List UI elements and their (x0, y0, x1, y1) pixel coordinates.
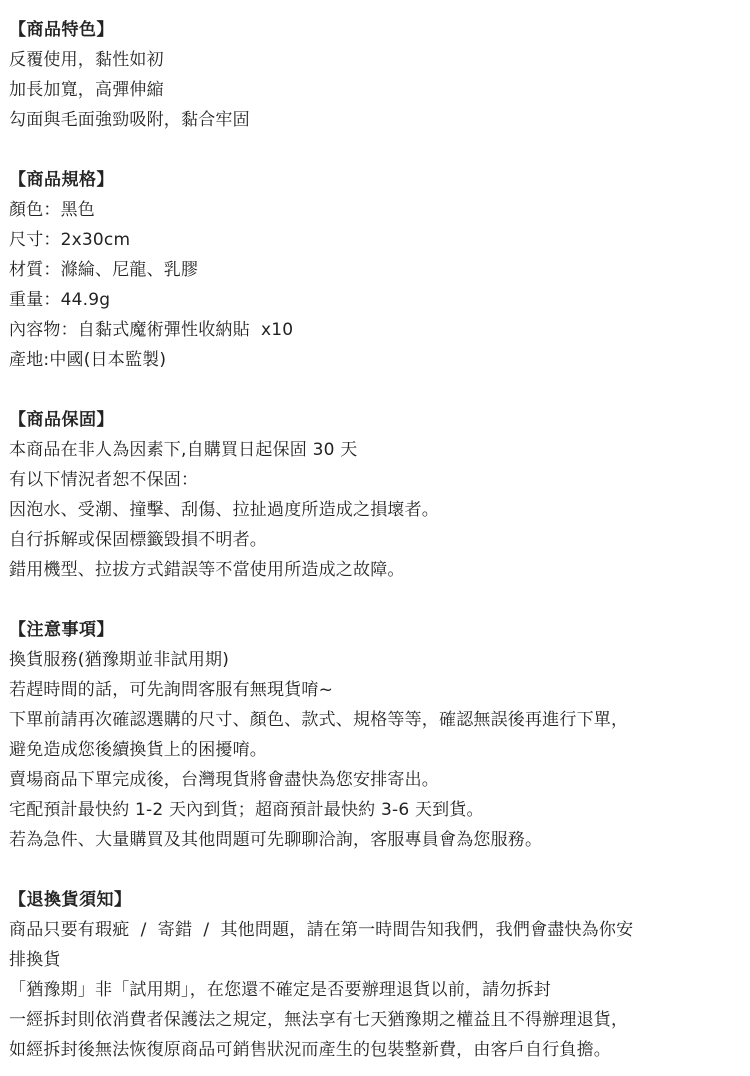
text-line: 本商品在非人為因素下,自購買日起保固 30 天 (9, 440, 358, 460)
section-heading: 【注意事項】 (9, 620, 114, 640)
text-line: 加長加寬，高彈伸縮 (9, 80, 164, 100)
text-line: 顏色：黑色 (9, 200, 95, 220)
text-line: 錯用機型、拉拔方式錯誤等不當使用所造成之故障。 (9, 560, 405, 580)
text-line: 材質：滌綸、尼龍、乳膠 (9, 260, 199, 280)
section-heading: 【退換貨須知】 (9, 890, 132, 910)
text-line: 下單前請再次確認選購的尺寸、顏色、款式、規格等等，確認無誤後再進行下單， (9, 710, 629, 730)
text-line: 排換貨 (9, 950, 61, 970)
text-line: 反覆使用，黏性如初 (9, 50, 164, 70)
section-heading: 【商品保固】 (9, 410, 114, 430)
text-line: 換貨服務(猶豫期並非試用期) (9, 650, 230, 670)
text-line: 產地:中國(日本監製) (9, 350, 167, 370)
text-line: 賣場商品下單完成後，台灣現貨將會盡快為您安排寄出。 (9, 770, 439, 790)
section-notices (9, 615, 750, 855)
section-returns (9, 885, 750, 1065)
section-warranty (9, 405, 750, 585)
section-specifications (9, 165, 750, 375)
text-line: 因泡水、受潮、撞擊、刮傷、拉扯過度所造成之損壞者。 (9, 500, 439, 520)
text-line: 若趕時間的話，可先詢問客服有無現貨唷~ (9, 680, 334, 700)
text-line: 商品只要有瑕疵 / 寄錯 / 其他問題，請在第一時間告知我們，我們會盡快為你安 (9, 920, 634, 940)
text-line: 尺寸：2x30cm (9, 230, 131, 250)
text-line: 勾面與毛面強勁吸附，黏合牢固 (9, 110, 250, 130)
text-line: 內容物：自黏式魔術彈性收納貼 x10 (9, 320, 294, 340)
section-features (9, 15, 750, 135)
text-line: 一經拆封則依消費者保護法之規定，無法享有七天猶豫期之權益且不得辦理退貨， (9, 1010, 629, 1030)
text-line: 重量：44.9g (9, 290, 111, 310)
text-line: 「猶豫期」非「試用期」，在您還不確定是否要辦理退貨以前，請勿拆封 (9, 980, 551, 1000)
section-heading: 【商品特色】 (9, 20, 114, 40)
text-line: 若為急件、大量購買及其他問題可先聊聊洽詢，客服專員會為您服務。 (9, 830, 543, 850)
text-line: 自行拆解或保固標籤毀損不明者。 (9, 530, 267, 550)
text-line: 宅配預計最快約 1-2 天內到貨；超商預計最快約 3-6 天到貨。 (9, 800, 484, 820)
text-line: 有以下情況者恕不保固： (9, 470, 199, 490)
text-line: 避免造成您後續換貨上的困擾唷。 (9, 740, 267, 760)
text-line: 如經拆封後無法恢復原商品可銷售狀況而產生的包裝整新費，由客戶自行負擔。 (9, 1040, 611, 1060)
section-heading: 【商品規格】 (9, 170, 114, 190)
